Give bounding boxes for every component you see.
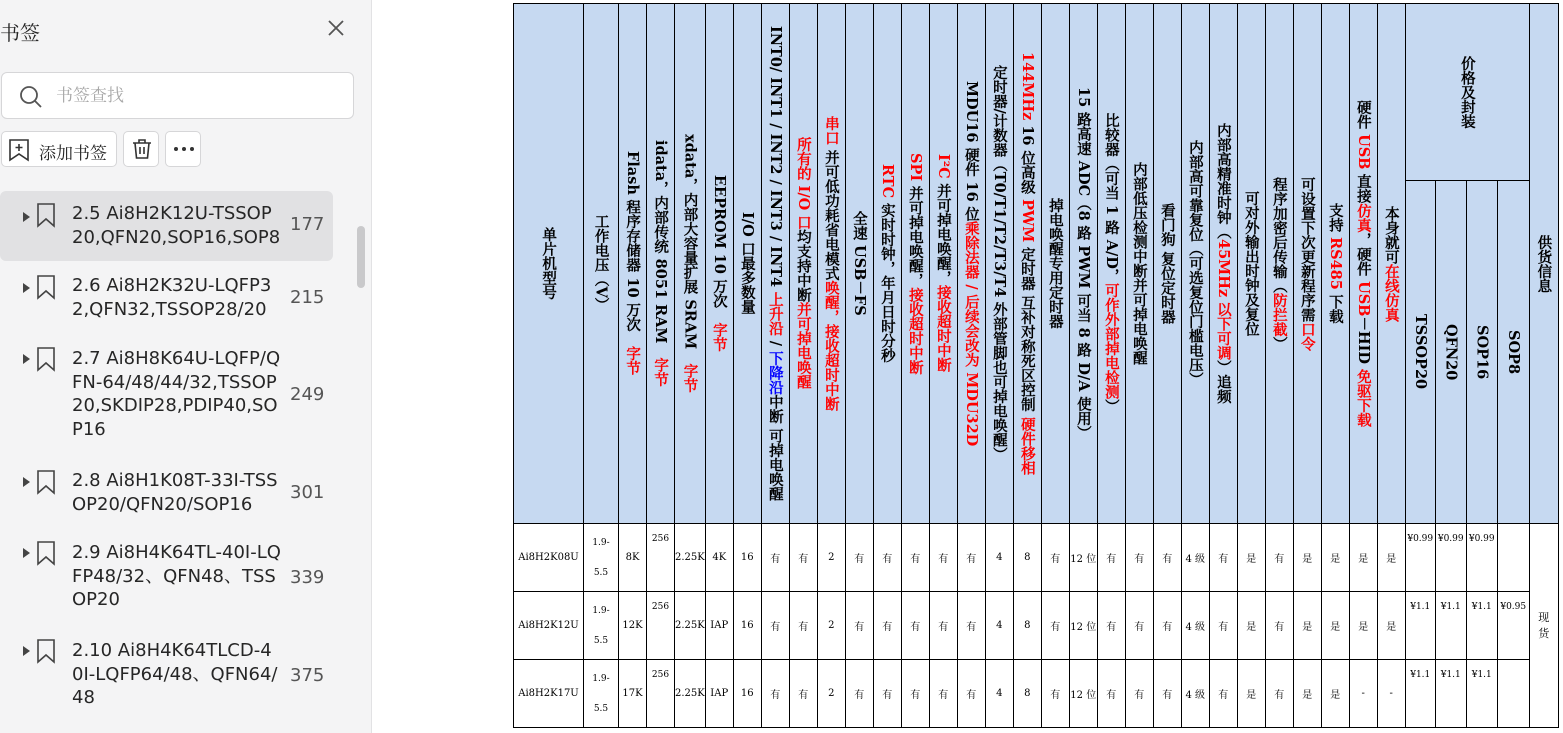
delete-bookmark-button[interactable]: [123, 131, 159, 167]
bookmark-label: 2.5 Ai8H2K12U-TSSOP20,QFN20,SOP16,SOP8: [72, 203, 281, 248]
header-usb: 全速 USB－FS: [845, 4, 873, 524]
header-adc: 15 路高速 ADC（8 路 PWM 可当 8 路 D/A 使用）: [1069, 4, 1097, 524]
feature-cell: 4 级: [1181, 660, 1209, 728]
bookmark-label: 2.8 Ai8H1K08T-33I-TSSOP20/QFN20/SOP16: [72, 470, 278, 515]
feature-cell: 是: [1377, 592, 1405, 660]
feature-cell: 有: [1209, 660, 1237, 728]
feature-cell: 有: [761, 592, 789, 660]
voltage-max: 5.5: [593, 567, 609, 578]
feature-cell: -: [1377, 660, 1405, 728]
header-clock: 内部高精准时钟（45MHz 以下可调）追频: [1209, 4, 1237, 524]
header-model: 单片机型号: [514, 4, 584, 524]
feature-cell: 是: [1293, 592, 1321, 660]
eeprom-cell: IAP: [705, 660, 733, 728]
feature-cell: 有: [1265, 592, 1293, 660]
price-cell: [1497, 524, 1529, 592]
feature-cell: 是: [1349, 524, 1377, 592]
bookmark-icon: [36, 638, 56, 664]
feature-cell: 有: [789, 592, 817, 660]
expand-arrow-icon[interactable]: [22, 477, 31, 487]
feature-cell: 有: [789, 524, 817, 592]
header-xdata: xdata，内部大容量扩展 SRAM 字节: [675, 4, 706, 524]
header-pkg-sop8: SOP8: [1497, 181, 1529, 524]
expand-arrow-icon[interactable]: [22, 646, 31, 656]
add-bookmark-icon: [8, 138, 30, 162]
feature-cell: 是: [1237, 660, 1265, 728]
add-bookmark-label: 添加书签: [39, 144, 107, 164]
xdata-cell: 2.25K: [675, 592, 706, 660]
bookmark-label: 2.7 Ai8H8K64U-LQFP/QFN-64/48/44/32,TSSOP20,SKDIP28,PDIP40,SOP16: [72, 348, 281, 440]
feature-cell: 有: [929, 592, 957, 660]
header-watchdog: 看门狗 复位定时器: [1153, 4, 1181, 524]
feature-cell: 有: [873, 592, 901, 660]
model-cell: Ai8H2K17U: [514, 660, 584, 728]
feature-cell: 是: [1293, 524, 1321, 592]
header-spi: SPI 并可掉电唤醒，接收超时中断: [901, 4, 929, 524]
flash-cell: 12K: [619, 592, 647, 660]
header-mdu: MDU16 硬件 16 位乘除法器 / 后续会改为 MDU32D: [957, 4, 985, 524]
feature-cell: 有: [929, 524, 957, 592]
eeprom-cell: 4K: [705, 524, 733, 592]
feature-cell: 8: [1013, 660, 1041, 728]
bookmark-item[interactable]: [0, 459, 333, 529]
feature-cell: 有: [1153, 660, 1181, 728]
feature-cell: 有: [1097, 592, 1125, 660]
voltage-cell: [584, 660, 619, 728]
bookmark-page: 375: [290, 665, 325, 686]
feature-cell: 有: [901, 660, 929, 728]
bookmark-icon: [36, 274, 56, 300]
feature-cell: 2: [817, 660, 845, 728]
feature-cell: 有: [1041, 660, 1069, 728]
price-cell: [1497, 660, 1529, 728]
header-comparator: 比较器（可当 1 路 A/D，可作外部掉电检测）: [1097, 4, 1125, 524]
feature-cell: 4: [985, 524, 1013, 592]
feature-cell: 有: [873, 524, 901, 592]
bookmark-item[interactable]: [0, 629, 333, 719]
feature-cell: 4 级: [1181, 592, 1209, 660]
header-io-interrupt: 所有的 I/O 口均支持中断并可掉电唤醒: [789, 4, 817, 524]
header-rtc: RTC 实时时钟，年月日时分秒: [873, 4, 901, 524]
header-uart: 串口 并可低功耗省电模式唤醒，接收超时中断: [817, 4, 845, 524]
xdata-cell: 2.25K: [675, 660, 706, 728]
bookmark-item[interactable]: [0, 191, 333, 261]
expand-arrow-icon[interactable]: [22, 212, 31, 222]
bookmark-label: 2.6 Ai8H2K32U-LQFP32,QFN32,TSSOP28/20: [72, 275, 272, 320]
feature-cell: 有: [1125, 524, 1153, 592]
header-timer: 定时器/计数器（T0/T1/T2/T3/T4 外部管脚也可掉电唤醒）: [985, 4, 1013, 524]
bookmark-search-box[interactable]: [1, 72, 354, 119]
header-pwm: 144MHz 16 位高级 PWM 定时器 互补对称死区控制 硬件移相: [1013, 4, 1041, 524]
price-cell: ¥1.1: [1405, 592, 1435, 660]
price-cell: ¥0.99: [1466, 524, 1497, 592]
header-pkg-sop16: SOP16: [1466, 181, 1497, 524]
price-cell: ¥1.1: [1466, 592, 1497, 660]
feature-cell: 有: [957, 592, 985, 660]
feature-cell: 4 级: [1181, 524, 1209, 592]
bookmark-label: 2.10 Ai8H4K64TLCD-40I-LQFP64/48、QFN64/48: [72, 640, 278, 708]
bookmark-icon: [36, 202, 56, 228]
feature-cell: 有: [957, 660, 985, 728]
header-supply: 供货信息: [1529, 4, 1558, 524]
bookmark-label: 2.9 Ai8H4K64TL-40I-LQFP48/32、QFN48、TSSOP20: [72, 542, 281, 610]
feature-cell: 是: [1237, 592, 1265, 660]
header-usb-debug: 硬件 USB 直接仿真，硬件 USB－HID 免驱下载: [1349, 4, 1377, 524]
feature-cell: 有: [1153, 524, 1181, 592]
feature-cell: 有: [901, 592, 929, 660]
header-rs485: 支持 RS485 下载: [1321, 4, 1349, 524]
feature-cell: 有: [1153, 592, 1181, 660]
price-cell: ¥1.1: [1466, 660, 1497, 728]
header-i2c: I²C 并可掉电唤醒，接收超时中断: [929, 4, 957, 524]
eeprom-cell: IAP: [705, 592, 733, 660]
feature-cell: 有: [1125, 660, 1153, 728]
feature-cell: 有: [873, 660, 901, 728]
feature-cell: 是: [1237, 524, 1265, 592]
feature-cell: 有: [1265, 660, 1293, 728]
expand-arrow-icon[interactable]: [22, 548, 31, 558]
bookmark-page: 301: [290, 482, 325, 503]
feature-cell: 有: [1097, 660, 1125, 728]
feature-cell: 是: [1377, 524, 1405, 592]
table-row: [514, 524, 1559, 592]
header-pkg-tssop20: TSSOP20: [1405, 181, 1435, 524]
header-int: INT0/ INT1 / INT2 / INT3 / INT4 上升沿 / 下降沿中断 可掉电唤醒: [761, 4, 789, 524]
feature-cell: 有: [1265, 524, 1293, 592]
header-clock-out: 可对外输出时钟及复位: [1237, 4, 1265, 524]
feature-cell: 有: [845, 660, 873, 728]
feature-cell: 有: [845, 592, 873, 660]
price-cell: ¥1.1: [1435, 592, 1466, 660]
header-idata: idata，内部传统 8051 RAM 字节: [647, 4, 675, 524]
header-update-password: 可设置下次更新程序需口令: [1293, 4, 1321, 524]
sidebar-scrollbar[interactable]: [357, 226, 365, 288]
feature-cell: 有: [1041, 524, 1069, 592]
voltage-min: 1.9-: [592, 673, 610, 684]
idata-cell: 256: [647, 592, 675, 660]
io-cell: 16: [733, 524, 761, 592]
bookmark-page: 249: [290, 384, 325, 405]
voltage-max: 5.5: [593, 703, 609, 714]
io-cell: 16: [733, 660, 761, 728]
bookmark-icon: [36, 346, 56, 372]
table-row: [514, 592, 1559, 660]
price-cell: ¥0.99: [1405, 524, 1435, 592]
header-voltage: 工作电压（V）: [584, 4, 619, 524]
bookmark-page: 215: [290, 287, 325, 308]
voltage-max: 5.5: [593, 635, 609, 646]
bookmark-icon: [36, 540, 56, 566]
feature-cell: 2: [817, 592, 845, 660]
more-icon: [172, 146, 196, 152]
feature-cell: 有: [789, 660, 817, 728]
flash-cell: 17K: [619, 660, 647, 728]
panel-title: 书签: [0, 21, 40, 45]
price-cell: ¥0.99: [1435, 524, 1466, 592]
model-cell: Ai8H2K08U: [514, 524, 584, 592]
xdata-cell: 2.25K: [675, 524, 706, 592]
feature-cell: -: [1349, 660, 1377, 728]
supply-value: 现货: [1538, 610, 1550, 640]
table-row: [514, 660, 1559, 728]
feature-cell: 是: [1293, 660, 1321, 728]
feature-cell: 有: [761, 524, 789, 592]
feature-cell: 12 位: [1069, 524, 1097, 592]
close-icon[interactable]: [324, 16, 348, 40]
more-options-button[interactable]: [165, 131, 201, 167]
header-io: I/O 口最多数量: [733, 4, 761, 524]
header-ice: 本身就可在线仿真: [1377, 4, 1405, 524]
document-page: [396, 0, 1563, 733]
feature-cell: 有: [1041, 592, 1069, 660]
bookmark-item[interactable]: [0, 531, 333, 621]
feature-cell: 有: [1209, 524, 1237, 592]
feature-cell: 是: [1321, 524, 1349, 592]
price-cell: ¥1.1: [1405, 660, 1435, 728]
price-cell: ¥1.1: [1435, 660, 1466, 728]
voltage-cell: [584, 592, 619, 660]
header-lvd: 内部低压检测中断并可掉电唤醒: [1125, 4, 1153, 524]
feature-cell: 8: [1013, 524, 1041, 592]
bookmark-panel: [0, 0, 372, 733]
spec-table: [513, 3, 1559, 728]
feature-cell: 2: [817, 524, 845, 592]
feature-cell: 是: [1349, 592, 1377, 660]
feature-cell: 8: [1013, 592, 1041, 660]
search-icon: [18, 84, 44, 110]
feature-cell: 有: [1125, 592, 1153, 660]
price-cell: ¥0.95: [1497, 592, 1529, 660]
bookmark-page: 177: [290, 214, 325, 235]
supply-cell: [1529, 524, 1558, 728]
feature-cell: 4: [985, 592, 1013, 660]
header-reset: 内部高可靠复位（可选复位门槛电压）: [1181, 4, 1209, 524]
feature-cell: 有: [901, 524, 929, 592]
header-wake-timer: 掉电唤醒专用定时器: [1041, 4, 1069, 524]
feature-cell: 是: [1321, 592, 1349, 660]
feature-cell: 4: [985, 660, 1013, 728]
header-flash: Flash 程序存储器 10 万次 字节: [619, 4, 647, 524]
bookmark-search-input[interactable]: [56, 82, 336, 110]
header-encrypt: 程序加密后传输（防拦截）: [1265, 4, 1293, 524]
bookmark-item[interactable]: [0, 337, 333, 457]
bookmark-icon: [36, 469, 56, 495]
header-pkg-qfn20: QFN20: [1435, 181, 1466, 524]
header-eeprom: EEPROM 10 万次 字节: [705, 4, 733, 524]
expand-arrow-icon[interactable]: [22, 354, 31, 364]
voltage-min: 1.9-: [592, 605, 610, 616]
add-bookmark-button[interactable]: [1, 131, 117, 167]
feature-cell: 有: [1097, 524, 1125, 592]
voltage-cell: [584, 524, 619, 592]
feature-cell: 有: [845, 524, 873, 592]
feature-cell: 12 位: [1069, 660, 1097, 728]
idata-cell: 256: [647, 524, 675, 592]
bookmark-page: 339: [290, 567, 325, 588]
flash-cell: 8K: [619, 524, 647, 592]
expand-arrow-icon[interactable]: [22, 283, 31, 293]
model-cell: Ai8H2K12U: [514, 592, 584, 660]
feature-cell: 有: [1209, 592, 1237, 660]
idata-cell: 256: [647, 660, 675, 728]
feature-cell: 有: [761, 660, 789, 728]
bookmark-item[interactable]: [0, 263, 333, 333]
header-price: 价格及封装: [1405, 4, 1529, 181]
feature-cell: 有: [929, 660, 957, 728]
feature-cell: 12 位: [1069, 592, 1097, 660]
feature-cell: 是: [1321, 660, 1349, 728]
io-cell: 16: [733, 592, 761, 660]
voltage-min: 1.9-: [592, 537, 610, 548]
feature-cell: 有: [957, 524, 985, 592]
trash-icon: [130, 137, 154, 161]
